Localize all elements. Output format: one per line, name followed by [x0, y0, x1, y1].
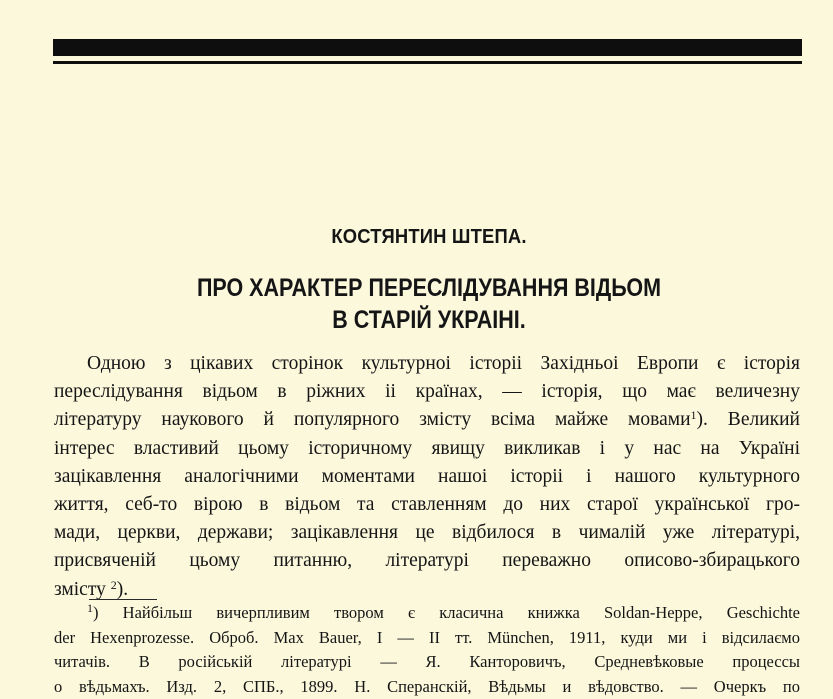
footnote-ref-1: 1 — [690, 408, 697, 423]
header-thick-rule — [53, 39, 802, 56]
footnote-line-4: о вѣдьмахъ. Изд. 2, СПБ., 1899. Н. Сперанскій, Вѣдьмы и вѣдовство. — Очеркъ по — [54, 676, 800, 696]
body-line-9-text: змісту — [54, 578, 106, 600]
body-line-5: зацікавлення аналогічними моментами нашоі історіі і нашого культурного — [54, 465, 800, 487]
footnotes — [54, 601, 800, 699]
body-line-4: інтерес властивий цьому історичному явищу викликав і у нас на Україні — [54, 437, 800, 459]
body-line-3-text: літературу наукового й популярного змісту всіма майже мовами — [54, 409, 691, 431]
footnote-separator — [89, 599, 157, 600]
body-line-3-tail: ). Великий — [696, 409, 800, 431]
header-thin-rule — [53, 61, 802, 64]
body-paragraph — [54, 350, 800, 604]
body-line-9-tail: ). — [116, 578, 129, 600]
body-line-1: Одною з цікавих сторінок культурноі історіі Західньоі Европи є історія — [87, 353, 800, 374]
footnote-line-1-text: ) Найбільш вичерпливим твором є класична книжка Soldan-Heppe, Geschichte — [93, 603, 800, 622]
footnote-marker-1: 1 — [87, 601, 93, 615]
footnote-line-1 — [54, 601, 800, 626]
author-name: КОСТЯНТИН ШТЕПА. — [331, 226, 527, 248]
title-line-1: ПРО ХАРАКТЕР ПЕРЕСЛІДУВАННЯ ВІДЬОМ — [196, 274, 662, 302]
footnote-line-2: der Hexenprozesse. Оброб. Max Bauer, I — II тт. München, 1911, куди ми і відсилаємо — [54, 627, 800, 647]
body-line-6: життя, себ-то вірою в відьом та ставленням до них старої української гро- — [54, 493, 800, 515]
body-line-8: присвяченій цьому питанню, літературі переважно описово-збирацького — [54, 550, 800, 572]
article-title — [60, 272, 798, 336]
title-line-2: В СТАРІЙ УКРАІНІ. — [332, 306, 526, 334]
body-line-9 — [54, 576, 800, 604]
body-line-2: переслідування відьом в ріжних іі країнах, — історія, що має величезну — [54, 381, 800, 403]
body-line-7: мади, церкви, держави; зацікавлення це відбилося в чималій уже літературі, — [54, 522, 800, 544]
body-line-3 — [54, 406, 800, 434]
footnote-line-3: читачів. В російській літературі — Я. Канторовичъ, Средневѣковые процессы — [54, 652, 800, 672]
footnote-ref-2: 2 — [110, 577, 117, 592]
